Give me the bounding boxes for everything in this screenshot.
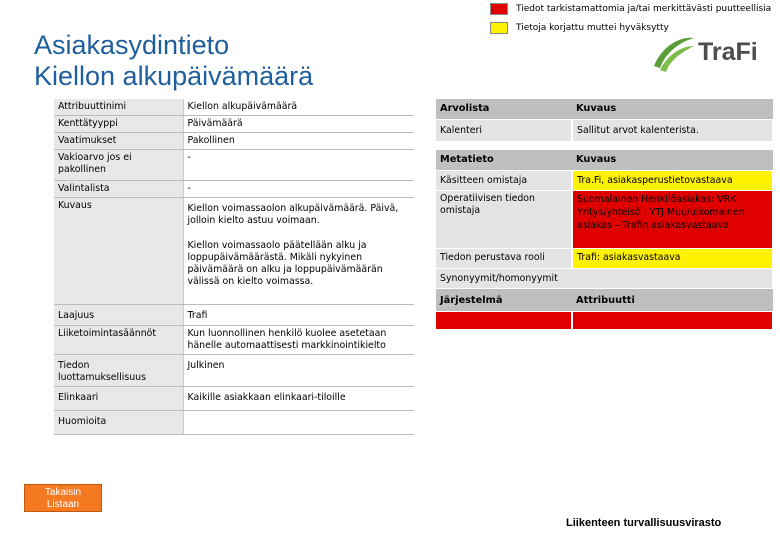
- metadata-table: [436, 99, 774, 330]
- table-header: [436, 99, 773, 120]
- cell-b: Suomalainen Henkilöasiakas: VRK Yritys/yhteisö : YTJ Muu/ulkomainen asiakas – Trafin asiakasvastaava: [572, 191, 773, 249]
- cell-empty: [436, 312, 572, 330]
- back-button-line2: Listaan: [46, 499, 80, 510]
- table-row: [436, 312, 773, 330]
- row-key: Kuvaus: [54, 198, 183, 305]
- row-key: Tiedon luottamuksellisuus: [54, 355, 183, 387]
- table-row: [436, 120, 773, 142]
- row-value: Päivämäärä: [183, 116, 414, 133]
- table-row: [54, 150, 414, 181]
- row-key: Elinkaari: [54, 387, 183, 411]
- row-value: Kaikille asiakkaan elinkaari-tiloille: [183, 387, 414, 411]
- table-row: [436, 249, 773, 269]
- table-row: [54, 116, 414, 133]
- row-value: -: [183, 181, 414, 198]
- table-row: [436, 191, 773, 249]
- row-value: Kun luonnollinen henkilö kuolee asetetaan hänelle automaattisesti markkinointikielto: [183, 326, 414, 355]
- row-key: Vakioarvo jos ei pakollinen: [54, 150, 183, 181]
- legend-red-text: Tiedot tarkistamattomia ja/tai merkittävästi puutteellisia: [516, 4, 772, 14]
- header-arvolista: Arvolista: [436, 99, 572, 120]
- table-row: [54, 326, 414, 355]
- page-title: [34, 30, 313, 92]
- header-kuvaus-2: Kuvaus: [572, 150, 773, 171]
- table-row: [436, 269, 773, 289]
- page-title-line1: Asiakasydintieto: [34, 30, 230, 60]
- legend-yellow-text: Tietoja korjattu muttei hyväksytty: [516, 23, 669, 33]
- header-metatieto: Metatieto: [436, 150, 572, 171]
- back-button-line1: Takaisin: [44, 487, 82, 498]
- logo-text: TraFi: [698, 38, 758, 66]
- footer-text: Liikenteen turvallisuusvirasto: [566, 517, 722, 529]
- table-row: [436, 171, 773, 191]
- row-value: Trafi: [183, 305, 414, 326]
- row-key: Valintalista: [54, 181, 183, 198]
- table-row: [54, 198, 414, 238]
- table-row: [54, 181, 414, 198]
- back-to-list-button[interactable]: [24, 484, 102, 512]
- cell-a: Synonyymit/homonyymit: [436, 269, 773, 289]
- cell-empty: [572, 312, 773, 330]
- row-value: [183, 411, 414, 435]
- table-row: [54, 387, 414, 411]
- table-row: [54, 133, 414, 150]
- cell-a: Käsitteen omistaja: [436, 171, 572, 191]
- row-value: -: [183, 150, 414, 181]
- table-row: [54, 99, 414, 116]
- table-row: [54, 355, 414, 387]
- row-key: Huomioita: [54, 411, 183, 435]
- row-value-2: Kiellon voimassaolo päätellään alku ja loppupäivämäärästä. Mikäli nykyinen päivämäärä on alku ja loppupäivämäärän välissä on kielto voimassa.: [183, 238, 414, 305]
- row-value: Julkinen: [183, 355, 414, 387]
- red-swatch: [490, 3, 508, 15]
- table-header: [436, 150, 773, 171]
- attribute-table: [54, 99, 414, 435]
- header-attribuutti: Attribuutti: [572, 289, 773, 312]
- row-value: Pakollinen: [183, 133, 414, 150]
- row-key: Laajuus: [54, 305, 183, 326]
- cell-b: Tra.Fi, asiakasperustietovastaava: [572, 171, 773, 191]
- cell-a: Kalenteri: [436, 120, 572, 142]
- page-title-line2: Kiellon alkupäivämäärä: [34, 61, 314, 91]
- cell-a: Tiedon perustava rooli: [436, 249, 572, 269]
- header-kuvaus: Kuvaus: [572, 99, 773, 120]
- cell-b: Trafi: asiakasvastaava: [572, 249, 773, 269]
- row-key: Attribuuttinimi: [54, 99, 183, 116]
- yellow-swatch: [490, 22, 508, 34]
- row-value: Kiellon alkupäivämäärä: [183, 99, 414, 116]
- header-jarjestelma: Järjestelmä: [436, 289, 572, 312]
- table-row: [54, 411, 414, 435]
- row-value: Kiellon voimassaolon alkupäivämäärä. Päivä, jolloin kielto astuu voimaan.: [183, 198, 414, 238]
- row-key: Liiketoimintasäännöt: [54, 326, 183, 355]
- table-row: [54, 305, 414, 326]
- table-header: [436, 289, 773, 312]
- cell-a: Operatiivisen tiedon omistaja: [436, 191, 572, 249]
- cell-b: Sallitut arvot kalenterista.: [572, 120, 773, 142]
- row-key: Kenttätyyppi: [54, 116, 183, 133]
- row-key: Vaatimukset: [54, 133, 183, 150]
